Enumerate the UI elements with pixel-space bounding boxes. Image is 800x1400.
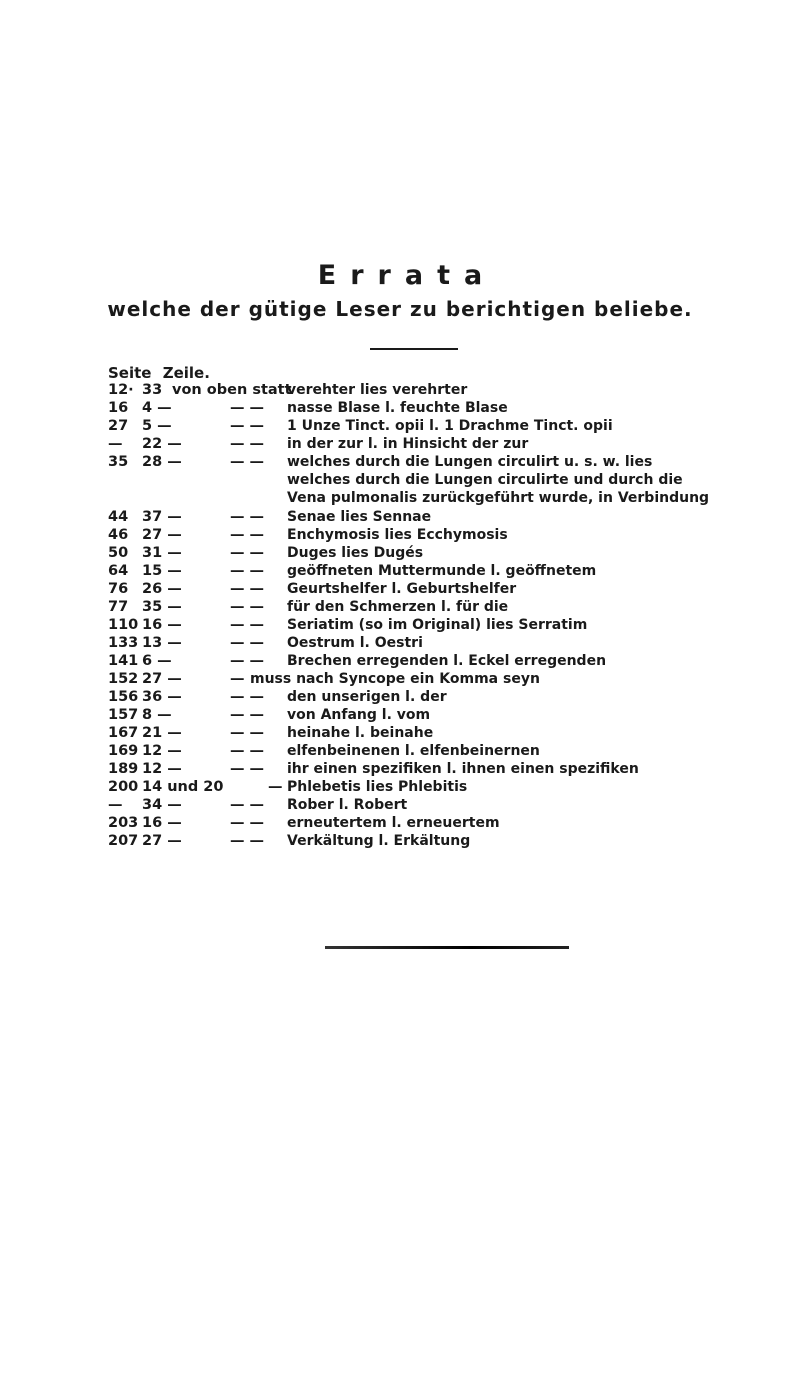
row-zeile: 26 —	[142, 581, 182, 597]
row-seite: 27	[108, 418, 129, 434]
errata-row	[0, 796, 800, 814]
row-ref: —	[268, 779, 283, 795]
row-text: geöffneten Muttermunde l. geöffnetem	[287, 563, 597, 579]
continuation-line: welches durch die Lungen circulirte und durch die	[287, 472, 683, 488]
row-text: elfenbeinenen l. elfenbeinernen	[287, 743, 540, 759]
row-seite: 167	[108, 725, 139, 741]
errata-subtitle: welche der gütige Leser zu berichtigen beliebe.	[107, 297, 693, 321]
row-text: Phlebetis lies Phlebitis	[287, 779, 468, 795]
row-ref: — —	[230, 707, 265, 723]
row-text: erneutertem l. erneuertem	[287, 815, 500, 831]
row-seite: 44	[108, 509, 129, 525]
row-zeile: 16 —	[142, 815, 182, 831]
row-seite: 46	[108, 527, 129, 543]
row-zeile: 15 —	[142, 563, 182, 579]
header-zeile: Zeile.	[162, 364, 210, 382]
errata-row	[0, 526, 800, 544]
errata-row	[0, 616, 800, 634]
row-seite: 12·	[108, 382, 134, 398]
row-zeile: 21 —	[142, 725, 182, 741]
row-ref: —	[230, 671, 245, 687]
header-seite: Seite	[108, 364, 152, 382]
row-zeile: 28 —	[142, 454, 182, 470]
row-ref: — —	[230, 527, 265, 543]
row-seite: 152	[108, 671, 139, 687]
errata-row	[0, 544, 800, 562]
errata-row	[0, 742, 800, 760]
row-text: Duges lies Dugés	[287, 545, 424, 561]
errata-row	[0, 706, 800, 724]
row-zeile: 33	[142, 382, 163, 398]
row-zeile: 31 —	[142, 545, 182, 561]
row-text: nasse Blase l. feuchte Blase	[287, 400, 508, 416]
row-ref: — —	[230, 563, 265, 579]
errata-row	[0, 417, 800, 435]
errata-row	[0, 652, 800, 670]
row-seite: 16	[108, 400, 129, 416]
row-ref: — —	[230, 743, 265, 759]
errata-row	[0, 453, 800, 471]
row-text: Senae lies Sennae	[287, 509, 432, 525]
errata-row	[0, 778, 800, 796]
row-ref: — —	[230, 797, 265, 813]
row-ref: — —	[230, 725, 265, 741]
row-text: ihr einen spezifiken l. ihnen einen spezifiken	[287, 761, 639, 777]
row-zeile: 27 —	[142, 833, 182, 849]
row-text: den unserigen l. der	[287, 689, 447, 705]
row-seite: 207	[108, 833, 139, 849]
row-seite: —	[108, 797, 123, 813]
row-ref: — —	[230, 833, 265, 849]
errata-row	[0, 399, 800, 417]
row-zeile: 6 —	[142, 653, 172, 669]
row-ref: — —	[230, 509, 265, 525]
errata-row	[0, 598, 800, 616]
row-text: muss nach Syncope ein Komma seyn	[250, 671, 540, 687]
row-zeile: 13 —	[142, 635, 182, 651]
bottom-rule	[325, 946, 569, 949]
row-zeile: 12 —	[142, 743, 182, 759]
row-zeile: 22 —	[142, 436, 182, 452]
row-ref: — —	[230, 635, 265, 651]
row-ref: — —	[230, 599, 265, 615]
row-seite: 76	[108, 581, 129, 597]
row-text: Rober l. Robert	[287, 797, 408, 813]
row-text: Verkältung l. Erkältung	[287, 833, 471, 849]
row-ref: von oben statt	[172, 382, 292, 398]
row-seite: 200	[108, 779, 139, 795]
row-text: heinahe l. beinahe	[287, 725, 434, 741]
row-seite: 133	[108, 635, 139, 651]
row-seite: 203	[108, 815, 139, 831]
row-ref: — —	[230, 617, 265, 633]
row-ref: — —	[230, 761, 265, 777]
row-zeile: 14 und 20	[142, 779, 224, 795]
row-zeile: 27 —	[142, 527, 182, 543]
errata-row	[0, 688, 800, 706]
row-text: Oestrum l. Oestri	[287, 635, 423, 651]
errata-row	[0, 508, 800, 526]
errata-row	[0, 832, 800, 850]
row-seite: 50	[108, 545, 129, 561]
errata-row	[0, 381, 800, 399]
row-text: Brechen erregenden l. Eckel erregenden	[287, 653, 607, 669]
errata-row	[0, 670, 800, 688]
row-zeile: 37 —	[142, 509, 182, 525]
row-seite: 77	[108, 599, 129, 615]
row-zeile: 12 —	[142, 761, 182, 777]
row-text: in der zur l. in Hinsicht der zur	[287, 436, 529, 452]
row-ref: — —	[230, 581, 265, 597]
row-zeile: 16 —	[142, 617, 182, 633]
errata-row	[0, 562, 800, 580]
continuation-line: Vena pulmonalis zurückgeführt wurde, in Verbindung	[287, 490, 710, 506]
row-ref: — —	[230, 400, 265, 416]
errata-row	[0, 724, 800, 742]
row-text: von Anfang l. vom	[287, 707, 431, 723]
errata-row	[0, 760, 800, 778]
row-seite: 189	[108, 761, 139, 777]
row-zeile: 35 —	[142, 599, 182, 615]
row-ref: — —	[230, 454, 265, 470]
row-zeile: 4 —	[142, 400, 172, 416]
row-zeile: 5 —	[142, 418, 172, 434]
row-zeile: 27 —	[142, 671, 182, 687]
row-seite: 157	[108, 707, 139, 723]
row-seite: 64	[108, 563, 129, 579]
row-ref: — —	[230, 653, 265, 669]
row-text: 1 Unze Tinct. opii l. 1 Drachme Tinct. opii	[287, 418, 613, 434]
row-text: Seriatim (so im Original) lies Serratim	[287, 617, 588, 633]
row-ref: — —	[230, 815, 265, 831]
row-ref: — —	[230, 418, 265, 434]
row-seite: 141	[108, 653, 139, 669]
row-text: Enchymosis lies Ecchymosis	[287, 527, 508, 543]
row-seite: 169	[108, 743, 139, 759]
row-ref: — —	[230, 545, 265, 561]
errata-title: Errata	[317, 260, 497, 291]
row-seite: 156	[108, 689, 139, 705]
errata-row	[0, 435, 800, 453]
errata-row	[0, 814, 800, 832]
row-text: verehter lies verehrter	[287, 382, 468, 398]
row-seite: 35	[108, 454, 129, 470]
row-text: Geurtshelfer l. Geburtshelfer	[287, 581, 517, 597]
row-text: für den Schmerzen l. für die	[287, 599, 509, 615]
errata-row	[0, 634, 800, 652]
row-text: welches durch die Lungen circulirt u. s. w. lies	[287, 454, 653, 470]
row-ref: — —	[230, 436, 265, 452]
table-header	[108, 364, 216, 382]
top-rule	[370, 348, 458, 350]
row-seite: 110	[108, 617, 139, 633]
row-zeile: 34 —	[142, 797, 182, 813]
row-seite: —	[108, 436, 123, 452]
errata-row	[0, 580, 800, 598]
row-zeile: 8 —	[142, 707, 172, 723]
row-zeile: 36 —	[142, 689, 182, 705]
row-ref: — —	[230, 689, 265, 705]
